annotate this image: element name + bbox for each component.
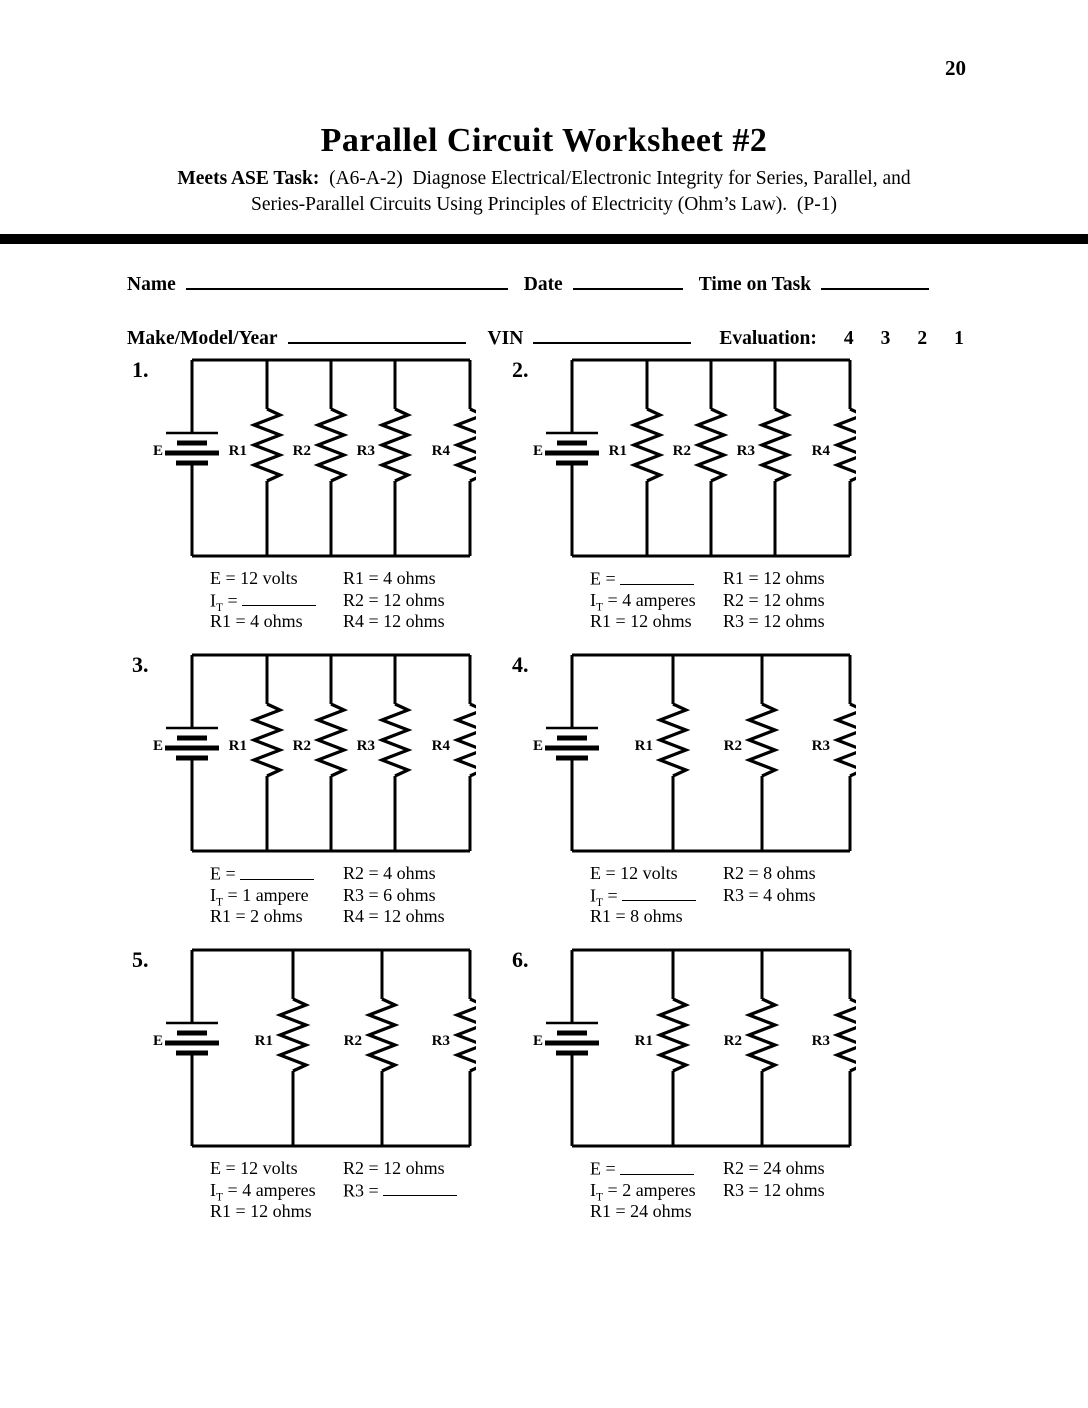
fact-symbol-subscript: T: [216, 1191, 224, 1204]
battery-label: E: [152, 443, 164, 460]
fact-line: R2 = 24 ohms: [723, 1158, 825, 1179]
fact-symbol: R4: [343, 905, 365, 926]
fact-symbol: I: [590, 885, 596, 905]
resistor-label: R2: [292, 738, 311, 755]
fact-symbol: R3: [343, 1180, 365, 1200]
resistor-icon: [812, 360, 856, 556]
fact-line: R3 = 4 ohms: [723, 884, 816, 905]
fact-symbol: R1: [590, 906, 612, 927]
fact-value: 12 ohms: [763, 589, 825, 610]
fact-value: 8 ohms: [763, 863, 816, 884]
resistor-label: R1: [608, 443, 627, 460]
circuit-problem-4: [508, 652, 888, 927]
battery-icon: [533, 950, 599, 1146]
fact-symbol: E: [590, 863, 601, 884]
facts-left-column: [210, 1158, 343, 1222]
fact-symbol: I: [590, 590, 596, 610]
fact-line: R4 = 12 ohms: [343, 610, 445, 631]
circuit-number: 1.: [132, 357, 149, 383]
evaluation-score-1: 1: [954, 328, 964, 350]
fact-symbol: E: [210, 568, 221, 589]
fact-symbol: R3: [343, 884, 365, 905]
fact-line: $I_T = 2$ amperes: [590, 1180, 696, 1204]
resistor-icon: [229, 655, 280, 851]
ase-task-line-2: Series-Parallel Circuits Using Principles of Electricity (Ohm’s Law). (P-1): [251, 193, 837, 215]
make-model-year-label: Make/Model/Year: [127, 328, 278, 350]
fill-in-blank: [620, 1158, 694, 1174]
circuit-facts: [590, 863, 888, 927]
circuit-problem-2: [508, 357, 888, 632]
circuit-diagram: [508, 357, 856, 559]
fact-symbol-subscript: T: [596, 1191, 604, 1204]
evaluation-score-3: 3: [880, 328, 891, 350]
fact-line: R1 = 24 ohms: [590, 1201, 692, 1222]
fact-value: 12 ohms: [383, 610, 445, 631]
fact-value: 6 ohms: [383, 884, 436, 905]
resistor-label: R2: [723, 1033, 742, 1050]
fact-line: R1 = 4 ohms: [210, 611, 303, 632]
fact-symbol: R1: [590, 611, 612, 632]
resistor-icon: [432, 655, 476, 851]
resistor-label: R2: [343, 1033, 362, 1050]
circuit-facts: [590, 1158, 888, 1222]
fact-symbol: R2: [343, 589, 365, 610]
fact-line: R1 = 12 ohms: [723, 568, 825, 589]
resistor-icon: [609, 360, 660, 556]
resistor-icon: [344, 950, 395, 1146]
circuit-facts: [210, 568, 508, 632]
fact-symbol: R2: [723, 589, 745, 610]
circuit-diagram: [128, 652, 476, 854]
resistor-label: R1: [634, 1033, 653, 1050]
battery-icon: [153, 950, 219, 1146]
resistor-label: R3: [356, 738, 375, 755]
resistor-label: R1: [634, 738, 653, 755]
fact-line: R1 = 12 ohms: [590, 611, 692, 632]
resistor-label: R3: [431, 1033, 450, 1050]
fact-line: $I_T = 4$ amperes: [590, 590, 696, 614]
fact-value: 4 ohms: [763, 884, 816, 905]
battery-icon: [153, 360, 219, 556]
fact-symbol: R3: [723, 1179, 745, 1200]
date-label: Date: [523, 273, 563, 295]
resistor-icon: [673, 360, 724, 556]
facts-left-column: [210, 863, 343, 927]
resistor-label: R3: [811, 738, 830, 755]
fact-symbol: R2: [343, 863, 365, 884]
resistor-label: R3: [736, 443, 755, 460]
fact-line: $I_T = 1$ ampere: [210, 885, 309, 909]
resistor-label: R4: [431, 738, 450, 755]
vin-blank: [533, 323, 691, 345]
resistor-label: R1: [254, 1033, 273, 1050]
fact-line: $I_T$ =: [590, 885, 723, 907]
circuit-diagram: [128, 357, 476, 559]
fact-symbol: R1: [210, 611, 232, 632]
fact-line: R1 = 4 ohms: [343, 568, 436, 589]
facts-left-column: [590, 1158, 723, 1222]
resistor-icon: [737, 360, 788, 556]
make-model-year-blank: [288, 323, 466, 345]
resistor-label: R2: [723, 738, 742, 755]
fact-value: 12 volts: [240, 1158, 298, 1179]
fact-value: 12 volts: [620, 863, 678, 884]
evaluation-label: Evaluation:: [719, 328, 817, 350]
circuit-number: 5.: [132, 947, 149, 973]
fact-symbol: I: [210, 1179, 216, 1200]
fact-line: R2 = 4 ohms: [343, 863, 436, 884]
facts-right-column: [723, 1158, 825, 1222]
worksheet-title: Parallel Circuit Worksheet #2: [320, 122, 768, 159]
facts-right-column: [343, 1158, 457, 1222]
fact-symbol: E: [210, 1158, 221, 1179]
resistor-icon: [293, 655, 344, 851]
fill-in-blank: [622, 885, 696, 901]
fact-line: R3 =: [343, 1180, 457, 1202]
facts-left-column: [210, 568, 343, 632]
resistor-icon: [724, 950, 775, 1146]
fact-value: 4 ohms: [383, 568, 436, 589]
fact-line: R2 = 12 ohms: [723, 589, 825, 610]
fact-line: R2 = 12 ohms: [343, 1158, 445, 1179]
fact-value: 12 ohms: [383, 905, 445, 926]
vin-label: VIN: [487, 328, 524, 350]
fact-value: 12 volts: [240, 568, 298, 589]
name-label: Name: [127, 273, 176, 295]
fact-value: 4 amperes: [242, 1179, 316, 1200]
fact-symbol: R3: [723, 610, 745, 631]
fact-line: E = 12 volts: [590, 863, 678, 884]
ase-task-prefix: Meets ASE Task:: [177, 168, 320, 189]
resistor-icon: [635, 950, 686, 1146]
fact-line: R4 = 12 ohms: [343, 905, 445, 926]
battery-icon: [153, 655, 219, 851]
battery-label: E: [532, 738, 544, 755]
resistor-icon: [635, 655, 686, 851]
fact-value: 24 ohms: [763, 1158, 825, 1179]
circuit-problem-6: [508, 947, 888, 1222]
resistor-label: R2: [672, 443, 691, 460]
fact-symbol: R1: [723, 568, 745, 589]
fact-symbol: E: [590, 568, 601, 589]
fact-value: 1 ampere: [242, 885, 309, 905]
resistor-icon: [255, 950, 306, 1146]
fact-value: 12 ohms: [630, 611, 692, 632]
fact-line: E = 12 volts: [210, 1158, 298, 1179]
resistor-icon: [293, 360, 344, 556]
ase-task-rest: (A6-A-2) Diagnose Electrical/Electronic Integrity for Series, Parallel, and: [319, 168, 911, 189]
circuit-facts: [210, 863, 508, 927]
fact-symbol: I: [590, 1180, 596, 1200]
battery-label: E: [152, 1033, 164, 1050]
fact-value: 12 ohms: [763, 610, 825, 631]
fact-line: E =: [590, 568, 723, 590]
fact-symbol: R1: [343, 568, 365, 589]
resistor-label: R1: [228, 443, 247, 460]
fact-symbol: R4: [343, 610, 365, 631]
fact-symbol: R1: [210, 906, 232, 927]
resistor-label: R3: [811, 1033, 830, 1050]
name-blank: [186, 268, 508, 290]
fact-value: 4 ohms: [250, 611, 303, 632]
circuit-problem-5: [128, 947, 508, 1222]
form-row-2: [127, 323, 978, 351]
fact-value: 12 ohms: [383, 589, 445, 610]
facts-right-column: [723, 863, 816, 927]
fact-symbol: I: [210, 590, 216, 610]
fact-symbol-subscript: T: [596, 896, 604, 909]
circuit-problem-1: [128, 357, 508, 632]
circuit-wire: [192, 950, 470, 1146]
form-row-1: [127, 268, 978, 296]
battery-icon: [533, 360, 599, 556]
circuit-diagram: [508, 652, 856, 854]
resistor-label: R1: [228, 738, 247, 755]
fact-value: 24 ohms: [630, 1201, 692, 1222]
fill-in-blank: [620, 568, 694, 584]
circuit-problem-3: [128, 652, 508, 927]
resistor-label: R3: [356, 443, 375, 460]
fact-line: $I_T = 4$ amperes: [210, 1179, 316, 1204]
circuit-number: 3.: [132, 652, 149, 678]
fact-symbol: E: [210, 863, 221, 884]
fact-line: E = 12 volts: [210, 568, 298, 589]
circuit-wire: [572, 950, 850, 1146]
battery-icon: [533, 655, 599, 851]
fact-line: R1 = 2 ohms: [210, 906, 303, 927]
fact-symbol: E: [590, 1158, 601, 1179]
resistor-icon: [812, 950, 856, 1146]
facts-right-column: [343, 863, 445, 927]
resistor-icon: [724, 655, 775, 851]
ase-task-description: [0, 166, 1088, 217]
circuit-diagram: [128, 947, 476, 1149]
time-on-task-label: Time on Task: [698, 273, 812, 295]
circuit-number: 2.: [512, 357, 529, 383]
ase-task-line-1: [0, 166, 1088, 192]
battery-label: E: [532, 443, 544, 460]
fact-line: R3 = 12 ohms: [723, 1179, 825, 1200]
facts-right-column: [723, 568, 825, 632]
fact-value: 8 ohms: [630, 906, 683, 927]
fact-line: R2 = 8 ohms: [723, 863, 816, 884]
fact-symbol: R1: [210, 1200, 232, 1221]
evaluation-score-2: 2: [917, 328, 928, 350]
facts-right-column: [343, 568, 445, 632]
fact-value: 2 amperes: [622, 1180, 696, 1200]
resistor-icon: [357, 655, 408, 851]
fact-value: 12 ohms: [763, 1179, 825, 1200]
fact-symbol: I: [210, 885, 216, 905]
circuit-number: 6.: [512, 947, 529, 973]
facts-left-column: [590, 568, 723, 632]
fact-value: 4 amperes: [622, 590, 696, 610]
circuit-diagram: [508, 947, 856, 1149]
fact-line: R1 = 12 ohms: [210, 1200, 312, 1221]
fact-value: 12 ohms: [763, 568, 825, 589]
resistor-label: R2: [292, 443, 311, 460]
fact-symbol-subscript: T: [216, 896, 224, 909]
fill-in-blank: [240, 863, 314, 879]
fact-symbol: R2: [343, 1158, 365, 1179]
fact-line: $I_T$ =: [210, 590, 343, 612]
fill-in-blank: [242, 590, 316, 606]
circuit-wire: [572, 655, 850, 851]
date-blank: [573, 268, 683, 290]
battery-label: E: [152, 738, 164, 755]
fact-line: R1 = 8 ohms: [590, 906, 683, 927]
battery-label: E: [532, 1033, 544, 1050]
facts-left-column: [590, 863, 723, 927]
page-number: 20: [945, 56, 966, 80]
fact-line: R3 = 12 ohms: [723, 610, 825, 631]
fact-symbol: R2: [723, 863, 745, 884]
fact-value: 12 ohms: [250, 1200, 312, 1221]
fact-symbol: R1: [590, 1201, 612, 1222]
form-section: [127, 268, 978, 350]
fact-line: E =: [590, 1158, 723, 1180]
circuit-facts: [590, 568, 888, 632]
fill-in-blank: [383, 1180, 457, 1196]
fact-line: R2 = 12 ohms: [343, 589, 445, 610]
resistor-icon: [432, 950, 476, 1146]
fact-symbol: R2: [723, 1158, 745, 1179]
circuit-number: 4.: [512, 652, 529, 678]
resistor-label: R4: [431, 443, 450, 460]
evaluation-score-4: 4: [843, 328, 854, 350]
fact-value: 12 ohms: [383, 1158, 445, 1179]
time-on-task-blank: [821, 268, 929, 290]
fact-value: 4 ohms: [383, 863, 436, 884]
divider-bar: [0, 234, 1088, 244]
fact-symbol-subscript: T: [596, 601, 604, 614]
resistor-icon: [357, 360, 408, 556]
circuits-grid: [128, 357, 1088, 1222]
fact-value: 2 ohms: [250, 906, 303, 927]
resistor-label: R4: [811, 443, 830, 460]
fact-line: E =: [210, 863, 343, 885]
fact-symbol-subscript: T: [216, 601, 224, 614]
fact-symbol: R3: [723, 884, 745, 905]
fact-line: R3 = 6 ohms: [343, 884, 436, 905]
resistor-icon: [229, 360, 280, 556]
circuit-facts: [210, 1158, 508, 1222]
resistor-icon: [432, 360, 476, 556]
resistor-icon: [812, 655, 856, 851]
